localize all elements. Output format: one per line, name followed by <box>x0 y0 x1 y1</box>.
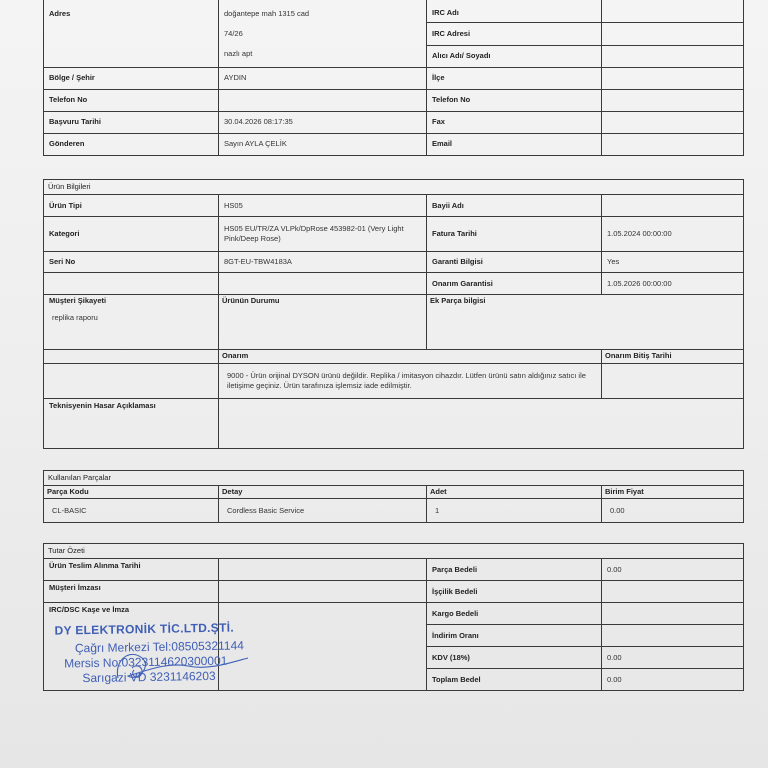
parts-header-code: Parça Kodu <box>44 486 219 499</box>
telefon2-label: Telefon No <box>427 90 602 112</box>
fatura-label: Fatura Tarihi <box>427 217 602 252</box>
bayii-value <box>602 195 744 217</box>
onarim-garantisi-label: Onarım Garantisi <box>427 273 602 295</box>
iscilik-label: İşçilik Bedeli <box>427 581 602 603</box>
fax-label: Fax <box>427 112 602 134</box>
stamp-company-name: DY ELEKTRONİK TİC.LTD.ŞTİ. <box>54 620 235 638</box>
parts-header-price: Birim Fiyat <box>602 486 744 499</box>
company-stamp <box>49 620 250 685</box>
alici-label: Alıcı Adı/ Soyadı <box>427 46 602 68</box>
telefon-label: Telefon No <box>44 90 219 112</box>
onarim-bitis-value <box>602 364 744 399</box>
part-detail: Cordless Basic Service <box>219 499 427 523</box>
telefon2-value <box>602 90 744 112</box>
fatura-value: 1.05.2024 00:00:00 <box>602 217 744 252</box>
onarim-label: Onarım <box>219 350 602 364</box>
garanti-label: Garanti Bilgisi <box>427 252 602 273</box>
teslim-label: Ürün Teslim Alınma Tarihi <box>44 559 219 581</box>
parts-section-title: Kullanılan Parçalar <box>44 471 744 486</box>
gonderen-label: Gönderen <box>44 134 219 156</box>
basvuru-value: 30.04.2026 08:17:35 <box>219 112 427 134</box>
part-price: 0.00 <box>602 499 744 523</box>
kdv-label: KDV (18%) <box>427 647 602 669</box>
telefon-value <box>219 90 427 112</box>
seri-value: 8GT-EU-TBW4183A <box>219 252 427 273</box>
basvuru-label: Başvuru Tarihi <box>44 112 219 134</box>
bolge-label: Bölge / Şehir <box>44 68 219 90</box>
urun-tipi-label: Ürün Tipi <box>44 195 219 217</box>
sikayet-label: Müşteri Şikayeti <box>49 296 107 306</box>
kargo-value <box>602 603 744 625</box>
gonderen-value: Sayın AYLA ÇELİK <box>219 134 427 156</box>
irc-adi-value <box>602 0 744 23</box>
empty-cell <box>219 273 427 295</box>
iscilik-value <box>602 581 744 603</box>
kategori-value: HS05 EU/TR/ZA VLPk/DpRose 453982-01 (Very Light Pink/Deep Rose) <box>219 217 427 252</box>
irc-adresi-label: IRC Adresi <box>427 23 602 46</box>
email-value <box>602 134 744 156</box>
sikayet-value: replika raporu <box>52 313 98 323</box>
adres-line-2: 74/26 <box>224 29 243 39</box>
onarim-bitis-label: Onarım Bitiş Tarihi <box>602 350 744 364</box>
kdv-value: 0.00 <box>602 647 744 669</box>
parts-header-qty: Adet <box>427 486 602 499</box>
irc-adi-label: IRC Adı <box>427 0 602 23</box>
stamp-mersis: Mersis No:0323114620300001 <box>64 653 228 671</box>
parts-header-detail: Detay <box>219 486 427 499</box>
fax-value <box>602 112 744 134</box>
indirim-value <box>602 625 744 647</box>
kargo-label: Kargo Bedeli <box>427 603 602 625</box>
kategori-label: Kategori <box>44 217 219 252</box>
part-code: CL-BASIC <box>44 499 219 523</box>
parca-bedeli-value: 0.00 <box>602 559 744 581</box>
part-qty: 1 <box>427 499 602 523</box>
hasar-label: Teknisyenin Hasar Açıklaması <box>44 399 219 449</box>
alici-value <box>602 46 744 68</box>
product-section-title: Ürün Bilgileri <box>44 180 744 195</box>
seri-label: Seri No <box>44 252 219 273</box>
toplam-value: 0.00 <box>602 669 744 691</box>
garanti-value: Yes <box>602 252 744 273</box>
empty-cell <box>44 350 219 364</box>
adres-line-3: nazlı apt <box>224 49 253 59</box>
onarim-value: 9000 - Ürün orijinal DYSON ürünü değildir. Replika / imitasyon cihazdır. Lütfen ürünü satın aldığınız satıcı ile iletişime geçiniz. Ürün tarafınıza işlemsiz iade edilmiştir. <box>219 364 602 399</box>
toplam-label: Toplam Bedel <box>427 669 602 691</box>
hasar-value <box>219 399 744 449</box>
adres-line-1: doğantepe mah 1315 cad <box>224 9 310 18</box>
adres-value <box>219 0 427 68</box>
durum-label: Ürünün Durumu <box>219 295 427 350</box>
ek-parca-label: Ek Parça bilgisi <box>427 295 744 350</box>
urun-tipi-value: HS05 <box>219 195 427 217</box>
indirim-label: İndirim Oranı <box>427 625 602 647</box>
ilce-label: İlçe <box>427 68 602 90</box>
teslim-value <box>219 559 427 581</box>
sikayet-cell <box>44 295 219 350</box>
bayii-label: Bayii Adı <box>427 195 602 217</box>
imza-value <box>219 581 427 603</box>
totals-section-title: Tutar Özeti <box>44 544 744 559</box>
table-row <box>44 499 744 523</box>
imza-label: Müşteri İmzası <box>44 581 219 603</box>
stamp-tax-office: Sarıgazi VD 3231146203 <box>82 668 216 686</box>
kase-label: IRC/DSC Kaşe ve İmza <box>44 603 219 691</box>
stamp-phone: Çağrı Merkezi Tel:08505321144 <box>74 638 245 656</box>
product-info-table <box>43 179 744 449</box>
customer-info-table <box>43 0 744 156</box>
adres-label: Adres <box>44 0 219 68</box>
empty-cell <box>44 364 219 399</box>
empty-cell <box>44 273 219 295</box>
email-label: Email <box>427 134 602 156</box>
onarim-garantisi-value: 1.05.2026 00:00:00 <box>602 273 744 295</box>
irc-adresi-value <box>602 23 744 46</box>
bolge-value: AYDIN <box>219 68 427 90</box>
parca-bedeli-label: Parça Bedeli <box>427 559 602 581</box>
ilce-value <box>602 68 744 90</box>
parts-table <box>43 470 744 523</box>
